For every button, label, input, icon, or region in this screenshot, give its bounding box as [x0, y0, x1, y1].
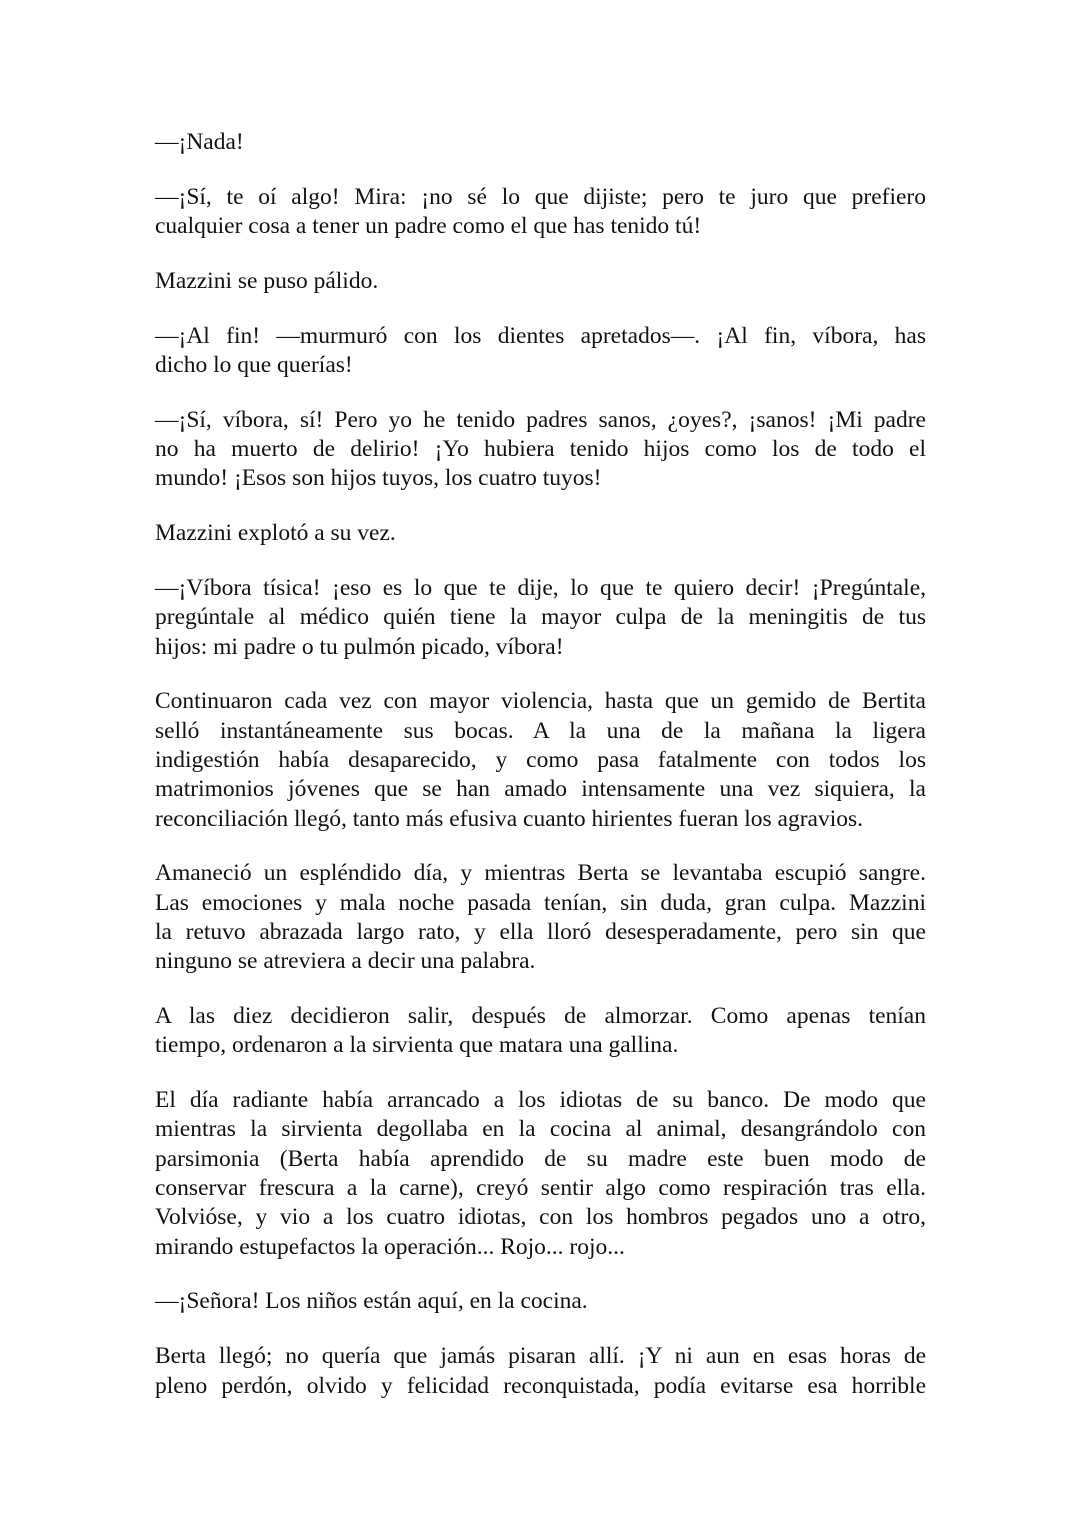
- text-line: mundo! ¡Esos son hijos tuyos, los cuatro tuyos!: [155, 465, 602, 492]
- paragraph: [155, 1342, 926, 1401]
- paragraph: [155, 1002, 926, 1061]
- text-line: dicho lo que querías!: [155, 351, 353, 378]
- paragraph: [155, 322, 926, 381]
- text-line: Mazzini se puso pálido.: [155, 267, 379, 294]
- text-line: —¡Sí, te oí algo! Mira: ¡no sé lo que dijiste; pero te juro que prefiero: [155, 183, 926, 210]
- text-line: —¡Sí, víbora, sí! Pero yo he tenido padres sanos, ¿oyes?, ¡sanos! ¡Mi padre: [155, 406, 926, 433]
- text-line: Amaneció un espléndido día, y mientras Berta se levantaba escupió sangre.: [155, 860, 926, 887]
- text-line: reconciliación llegó, tanto más efusiva cuanto hirientes fueran los agravios.: [155, 805, 864, 832]
- text-line: hijos: mi padre o tu pulmón picado, víbora!: [155, 633, 564, 660]
- text-line: Berta llegó; no quería que jamás pisaran allí. ¡Y ni aun en esas horas de: [155, 1343, 926, 1370]
- paragraph: [155, 687, 926, 833]
- text-line: pregúntale al médico quién tiene la mayor culpa de la meningitis de tus: [155, 604, 926, 631]
- text-line: Continuaron cada vez con mayor violencia, hasta que un gemido de Bertita: [155, 688, 926, 715]
- text-line: El día radiante había arrancado a los idiotas de su banco. De modo que: [155, 1087, 926, 1114]
- paragraph: [155, 406, 926, 494]
- text-line: selló instantáneamente sus bocas. A la una de la mañana la ligera: [155, 717, 926, 744]
- text-line: —¡Señora! Los niños están aquí, en la cocina.: [155, 1288, 588, 1315]
- paragraph: [155, 128, 926, 157]
- text-line: indigestión había desaparecido, y como pasa fatalmente con todos los: [155, 746, 926, 773]
- paragraph: [155, 1287, 926, 1316]
- text-line: no ha muerto de delirio! ¡Yo hubiera tenido hijos como los de todo el: [155, 436, 926, 463]
- paragraph: [155, 519, 926, 548]
- text-line: cualquier cosa a tener un padre como el que has tenido tú!: [155, 213, 702, 240]
- text-line: matrimonios jóvenes que se han amado intensamente una vez siquiera, la: [155, 776, 926, 803]
- text-line: —¡Víbora tísica! ¡eso es lo que te dije, lo que te quiero decir! ¡Pregúntale,: [155, 574, 926, 601]
- text-line: mientras la sirvienta degollaba en la cocina al animal, desangrándolo con: [155, 1116, 926, 1143]
- paragraph: [155, 1086, 926, 1262]
- paragraph: [155, 267, 926, 296]
- paragraph: [155, 183, 926, 242]
- text-line: Mazzini explotó a su vez.: [155, 520, 396, 547]
- text-line: ninguno se atreviera a decir una palabra.: [155, 948, 536, 975]
- paragraph: [155, 859, 926, 976]
- text-line: pleno perdón, olvido y felicidad reconquistada, podía evitarse esa horrible: [155, 1372, 926, 1399]
- text-line: conservar frescura a la carne), creyó sentir algo como respiración tras ella.: [155, 1175, 926, 1202]
- text-line: tiempo, ordenaron a la sirvienta que matara una gallina.: [155, 1032, 679, 1059]
- paragraph: [155, 574, 926, 662]
- text-line: —¡Al fin! —murmuró con los dientes apretados—. ¡Al fin, víbora, has: [155, 322, 926, 349]
- document-page: [155, 128, 926, 1426]
- text-line: parsimonia (Berta había aprendido de su madre este buen modo de: [155, 1145, 926, 1172]
- text-line: la retuvo abrazada largo rato, y ella lloró desesperadamente, pero sin que: [155, 918, 926, 945]
- text-line: —¡Nada!: [155, 129, 244, 155]
- text-line: A las diez decidieron salir, después de almorzar. Como apenas tenían: [155, 1003, 926, 1030]
- text-line: Las emociones y mala noche pasada tenían, sin duda, gran culpa. Mazzini: [155, 889, 926, 916]
- text-line: Volvióse, y vio a los cuatro idiotas, con los hombros pegados uno a otro,: [155, 1204, 926, 1231]
- text-line: mirando estupefactos la operación... Rojo... rojo...: [155, 1233, 625, 1260]
